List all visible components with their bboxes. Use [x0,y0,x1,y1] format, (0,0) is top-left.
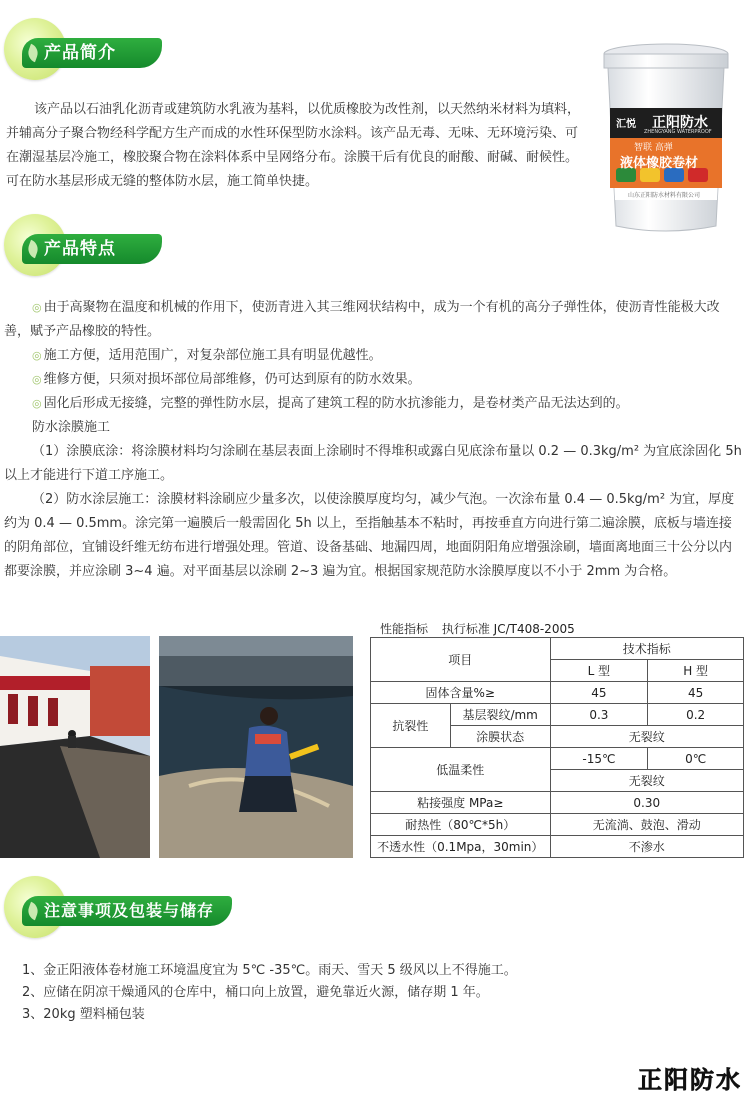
header-type-h: H 型 [648,660,744,682]
construction-step-2: （2）防水涂层施工：涂膜材料涂刷应少量多次，以使涂膜厚度均匀，减少气泡。一次涂布量 0.4 — 0.5kg/m² 为宜，厚度约为 0.4 — 0.5mm。涂完第一遍膜后一般需固化 5h 以上，至指触基本不粘时，再按垂直方向进行第二遍涂膜，底板与墙连接的阴角部位，宜铺设纤维无纺布进行增强处理。管道、设备基础、地漏四周，地面阴阳角应增强涂刷，墙面离地面三十公分以内都要涂膜，并应涂刷 3~4 遍。对平面基层以涂刷 2~3 遍为宜。根据国家规范防水涂膜厚度以不小于 2mm 为合格。 [4,492,735,579]
header-banner [22,896,232,926]
section-title-intro: 产品简介 [44,43,116,63]
spec-table [370,637,744,858]
feature-item: ◎ 固化后形成无接缝，完整的弹性防水层，提高了建筑工程的防水抗渗能力，是卷材类产品无法达到的。 [32,396,629,411]
bullet-icon: ◎ [32,349,42,362]
bucket-company: 山东正阳防水材料有限公司 [628,192,701,199]
feature-item: ◎ 由于高聚物在温度和机械的作用下，使沥青进入其三维网状结构中，成为一个有机的高分子弹性体，使沥青性能极大改善，赋予产品橡胶的特性。 [4,300,720,339]
bucket-illustration [598,40,734,236]
table-row: 抗裂性 基层裂纹/mm 0.3 0.2 [371,704,744,726]
leaf-icon [26,44,41,62]
spec-caption-standard: 执行标准 JC/T408-2005 [441,622,575,636]
construction-title: 防水涂膜施工 [32,420,111,435]
note-item: 3、20kg 塑料桶包装 [22,1007,145,1022]
bucket-logo: 汇悦 [616,119,636,130]
bucket-product-name: 液体橡胶卷材 [620,156,699,171]
table-row: 固体含量%≥ 45 45 [371,682,744,704]
bullet-icon: ◎ [32,373,42,386]
footer-brand-logo: 正阳防水 [638,1066,742,1094]
product-bucket-image [598,40,734,236]
header-banner [22,38,162,68]
section-header-notes [4,876,234,942]
table-row [371,638,744,660]
intro-paragraph [6,98,582,194]
spec-caption [380,620,585,637]
section-header-intro [4,18,164,84]
feature-item: ◎ 施工方便，适用范围广，对复杂部位施工具有明显优越性。 [32,348,382,363]
notes-list [22,960,517,1026]
intro-text: 该产品以石油乳化沥青或建筑防水乳液为基料，以优质橡胶为改性剂，以天然纳米材料为填料，并辅高分子聚合物经科学配方生产而成的水性环保型防水涂料。该产品无毒、无味、无环境污染、可在潮湿基层冷施工，橡胶聚合物在涂料体系中呈网络分布。涂膜干后有优良的耐酸、耐碱、耐候性。可在防水基层形成无缝的整体防水层，施工简单快捷。 [6,102,581,189]
section-header-features [4,214,164,280]
features-list [4,296,744,584]
section-title-features: 产品特点 [44,239,116,259]
leaf-icon [26,902,41,920]
header-banner [22,234,162,264]
site-photo-building [0,636,150,858]
bucket-brand-en: ZHENGYANG WATERPROOF [644,129,712,135]
table-row: 粘接强度 MPa≥ 0.30 [371,792,744,814]
header-tech: 技术指标 [550,638,743,660]
table-row: 无裂纹 [371,770,744,792]
table-row: 耐热性（80℃*5h） 无流淌、鼓泡、滑动 [371,814,744,836]
spec-caption-left: 性能指标 [380,622,429,636]
note-item: 1、金正阳液体卷材施工环境温度宜为 5℃ -35℃。雨天、雪天 5 级风以上不得施工。 [22,963,517,978]
construction-step-1: （1）涂膜底涂：将涂膜材料均匀涂刷在基层表面上涂刷时不得堆积或露白见底涂布量以 0.2 — 0.3kg/m² 为宜底涂固化 5h 以上才能进行下道工序施工。 [4,444,742,483]
leaf-icon [26,240,41,258]
bullet-icon: ◎ [32,397,42,410]
bucket-tagline: 智联 高弹 [634,143,673,153]
table-row: 低温柔性 -15℃ 0℃ [371,748,744,770]
header-item: 项目 [371,638,551,682]
section-title-notes: 注意事项及包装与储存 [44,901,215,920]
site-photo-worker [159,636,353,858]
table-row: 不透水性（0.1Mpa，30min） 不渗水 [371,836,744,858]
bullet-icon: ◎ [32,301,42,314]
bucket-brand: 正阳防水 [652,115,708,131]
feature-item: ◎ 维修方便，只须对损坏部位局部维修，仍可达到原有的防水效果。 [32,372,421,387]
table-row: 涂膜状态 无裂纹 [371,726,744,748]
note-item: 2、应储在阴凉干燥通风的仓库中，桶口向上放置，避免靠近火源，储存期 1 年。 [22,985,489,1000]
header-type-l: L 型 [550,660,648,682]
